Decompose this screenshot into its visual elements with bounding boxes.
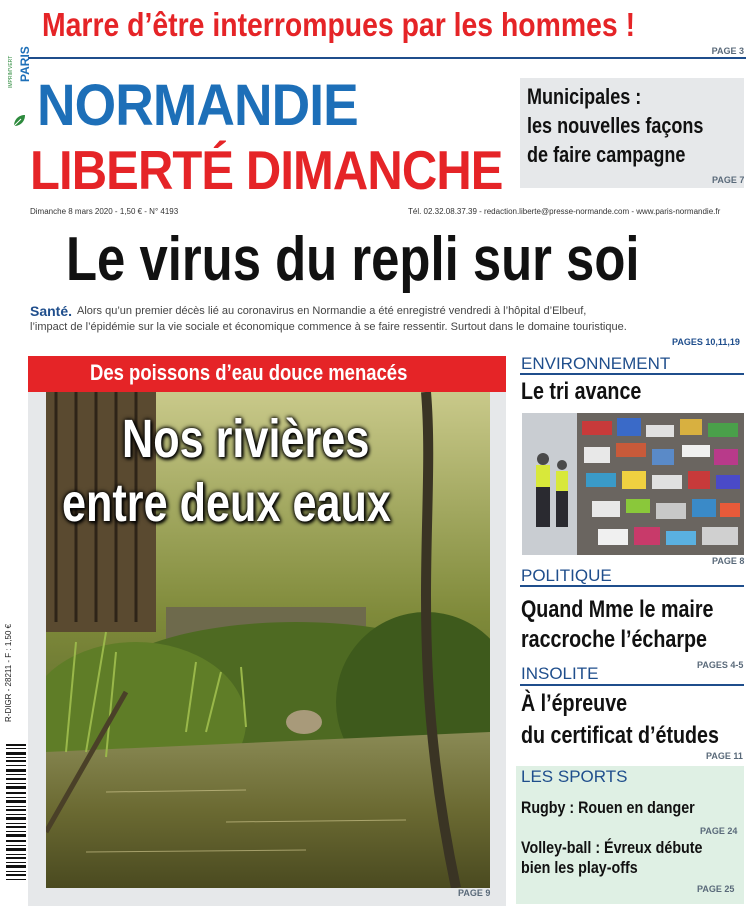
municipales-title-line: les nouvelles façons: [527, 113, 704, 138]
section-divider: [520, 585, 744, 587]
feature-banner-text[interactable]: Des poissons d’eau douce menacés: [90, 360, 408, 385]
masthead-paris: PARIS: [18, 46, 32, 82]
feature-page-ref: PAGE 9: [458, 888, 491, 898]
rugby-headline[interactable]: Rugby : Rouen en danger: [521, 798, 695, 817]
main-story-pages: PAGES 10,11,19: [672, 337, 740, 347]
section-label-environnement: ENVIRONNEMENT: [521, 354, 671, 373]
leaf-icon: [12, 114, 26, 128]
environnement-page-ref: PAGE 8: [712, 556, 745, 566]
section-label-sports: LES SPORTS: [521, 767, 628, 786]
masthead-liberte-dimanche[interactable]: LIBERTÉ DIMANCHE: [30, 139, 503, 201]
politique-title[interactable]: Quand Mme le maire: [521, 596, 714, 623]
municipales-title-line: de faire campagne: [527, 142, 686, 167]
contact-info: Tél. 02.32.08.37.39 - redaction.liberte@presse-normande.com - www.paris-normandie.fr: [408, 207, 721, 216]
feature-title: Nos rivières: [122, 409, 370, 469]
volley-headline[interactable]: bien les play-offs: [521, 858, 638, 877]
volley-headline[interactable]: Volley-ball : Évreux débute: [521, 838, 703, 857]
municipales-title-line: Municipales :: [527, 84, 642, 109]
insolite-title[interactable]: du certificat d’études: [521, 722, 719, 749]
main-headline[interactable]: Le virus du repli sur soi: [66, 225, 640, 294]
barcode-icon: [6, 742, 26, 882]
insolite-title[interactable]: À l’épreuve: [521, 690, 628, 717]
volley-page-ref: PAGE 25: [697, 884, 735, 894]
section-label-insolite: INSOLITE: [521, 664, 599, 683]
main-story-text: Alors qu’un premier décès lié au coronavirus en Normandie a été enregistré vendredi à l’hôpital d’Elbeuf,: [77, 305, 587, 317]
issue-info: Dimanche 8 mars 2020 - 1,50 € - N° 4193: [30, 207, 179, 216]
feature-title: entre deux eaux: [62, 473, 391, 533]
politique-page-ref: PAGES 4-5: [697, 660, 744, 670]
top-page-ref: PAGE 3: [711, 46, 744, 56]
section-divider: [520, 684, 744, 686]
barcode-text: R-DIGR - 28211 - F : 1,50 €: [4, 623, 13, 722]
top-headline[interactable]: Marre d’être interrompues par les hommes !: [42, 6, 636, 43]
main-story-section: Santé.: [30, 303, 73, 319]
masthead-normandie[interactable]: NORMANDIE: [37, 73, 358, 138]
recycling-photo[interactable]: [522, 413, 744, 555]
municipales-page-ref: PAGE 7: [712, 175, 745, 185]
imprim-vert-label: IMPRIM'VERT: [8, 55, 14, 88]
rugby-page-ref: PAGE 24: [700, 826, 738, 836]
politique-title[interactable]: raccroche l’écharpe: [521, 626, 707, 653]
main-story-text: l’impact de l’épidémie sur la vie sociale et économique commence à se faire ressentir. Surtout dans le domaine touristique.: [30, 321, 627, 333]
top-divider: [28, 57, 746, 59]
insolite-page-ref: PAGE 11: [706, 751, 743, 761]
environnement-title[interactable]: Le tri avance: [521, 378, 642, 405]
section-label-politique: POLITIQUE: [521, 566, 612, 585]
section-divider: [520, 373, 744, 375]
